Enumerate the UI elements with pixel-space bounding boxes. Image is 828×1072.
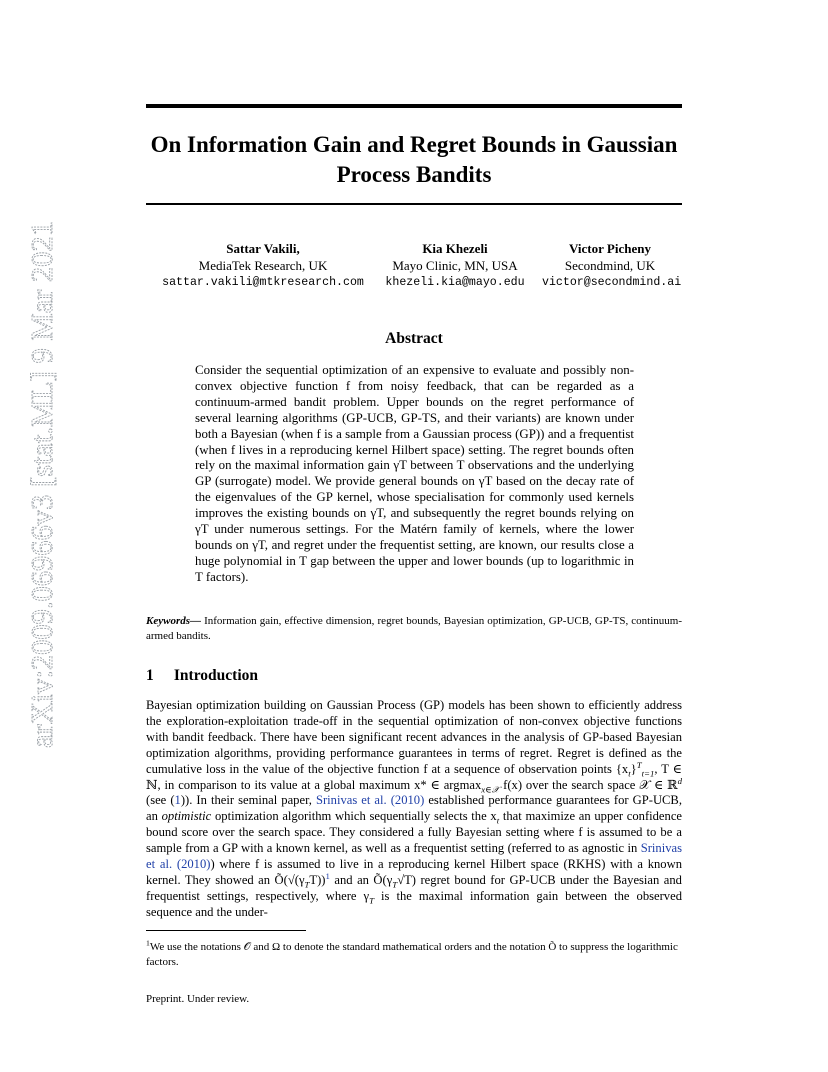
math-sub: T [304, 879, 310, 890]
author-email: victor@secondmind.ai [542, 276, 682, 289]
citation-link-srinivas[interactable]: Srinivas et al. (2010) [315, 793, 425, 808]
intro-text: that maximize an upper confidence bound score over the search space. They considered a fully Bayesian setting where f is assumed to be a sample from a GP with a known kernel, as well as a frequentist setting (referred to as agnostic in [146, 809, 682, 856]
footnote-text: We use the notations 𝒪 and Ω to denote the standard mathematical orders and the notation Õ to suppress the logarithmic factors. [146, 941, 678, 968]
author-name: Victor Picheny [569, 241, 651, 256]
intro-text: , T ∈ ℕ, in comparison to its value at a global maximum x* ∈ argmax [146, 761, 682, 792]
author-email: sattar.vakili@mtkresearch.com [162, 276, 364, 289]
preprint-footer: Preprint. Under review. [146, 993, 250, 1005]
footnote-link[interactable]: 1 [325, 870, 330, 881]
math-sub: x∈𝒳 [481, 784, 500, 795]
abstract-heading: Abstract [385, 330, 443, 347]
intro-text: f(x) over the search space 𝒳 ∈ ℝ [499, 777, 678, 792]
intro-paragraph [146, 698, 682, 921]
math-sub: t [496, 815, 500, 826]
intro-text: Bayesian optimization building on Gaussian Process (GP) models has been shown to efficiently address the exploration-exploitation trade-off in the sequential optimization of non-convex objective functions with bandit feedback. There have been significant recent advances in the analysis of GP-based Bayesian optimization algorithms, providing performance guarantees in terms of regret. Regret is defined as the cumulative loss in the value of the objective function f at a sequence of observation points {x [146, 698, 682, 776]
author-affiliation: MediaTek Research, UK [198, 258, 328, 273]
intro-text: } [630, 761, 637, 776]
keywords [146, 614, 682, 644]
arxiv-stamp [24, 221, 60, 748]
math-sub: T [369, 895, 374, 906]
footnote [146, 940, 682, 969]
math-sub: t [628, 768, 631, 779]
footnote-rule [146, 930, 306, 931]
math-sub: T [392, 879, 398, 890]
intro-text: T)) [309, 872, 326, 887]
author-3 [542, 240, 682, 291]
section-title: Introduction [173, 667, 258, 684]
math-sub: t=1 [641, 768, 655, 779]
author-email: khezeli.kia@mayo.edu [385, 276, 525, 289]
author-name: Sattar Vakili, [226, 241, 300, 256]
math-sup: T [636, 759, 642, 770]
intro-text: is the maximal information gain between the observed sequence and the under- [146, 888, 682, 919]
intro-text: (see ( [146, 793, 175, 808]
intro-text: established performance guarantees for GP-UCB, an [146, 793, 682, 824]
intro-text: optimization algorithm which sequentially selects the x [211, 809, 497, 824]
intro-text: ) where f is assumed to live in a reproducing kernel Hilbert space (RKHS) with a known kernel. They showed an Õ(√(γ [146, 857, 682, 887]
author-affiliation: Mayo Clinic, MN, USA [392, 258, 518, 273]
author-2 [382, 240, 528, 291]
equation-ref-link[interactable]: 1 [174, 793, 181, 808]
intro-text: √T) regret bound for GP-UCB under the Bayesian and frequentist settings, respectively, where γ [146, 872, 682, 903]
author-name: Kia Khezeli [422, 241, 488, 256]
intro-text: and an Õ(γ [329, 872, 393, 887]
arxiv-stamp-text: arXiv:2009.06966v3 [stat.ML] 9 Mar 2021 [25, 221, 59, 748]
abstract-text: Consider the sequential optimization of an expensive to evaluate and possibly non-convex objective function f from noisy feedback, that can be regarded as a continuum-armed bandit problem. Upper bounds on the regret performance of several learning algorithms (GP-UCB, GP-TS, and their variants) are known under both a Bayesian (when f is a sample from a Gaussian process (GP)) and a frequentist (when f lives in a reproducing kernel Hilbert space) setting. The regret bounds often rely on the maximal information gain γT between T observations and the underlying GP (surrogate) model. We provide general bounds on γT based on the decay rate of the eigenvalues of the GP kernel, whose specialisation for commonly used kernels improves the existing bounds on γT, and subsequently the regret bounds relying on γT under numerous settings. For the Matérn family of kernels, where the lower bounds on γT, and regret under the frequentist setting, are known, our results close a huge polynomial in T gap between the upper and lower bounds (up to logarithmic in T factors). [195, 363, 634, 584]
keywords-label: Keywords— [146, 615, 201, 627]
citation-link-srinivas[interactable]: Srinivas et al. (2010) [146, 841, 682, 872]
author-1 [143, 240, 383, 291]
section-heading [146, 667, 258, 685]
title-bottom-rule [146, 203, 682, 205]
title-top-rule [146, 104, 682, 108]
author-affiliation: Secondmind, UK [564, 258, 656, 273]
footnote-number: 1 [146, 938, 150, 948]
section-number: 1 [146, 667, 154, 684]
intro-text: )). In their seminal paper, [180, 793, 316, 808]
paper-title: On Information Gain and Regret Bounds in Gaussian Process Bandits [150, 132, 678, 187]
math-sup: d [677, 775, 683, 786]
keywords-text: Information gain, effective dimension, regret bounds, Bayesian optimization, GP-UCB, GP-TS, continuum-armed bandits. [146, 615, 683, 642]
emphasis-optimistic: optimistic [161, 809, 212, 824]
